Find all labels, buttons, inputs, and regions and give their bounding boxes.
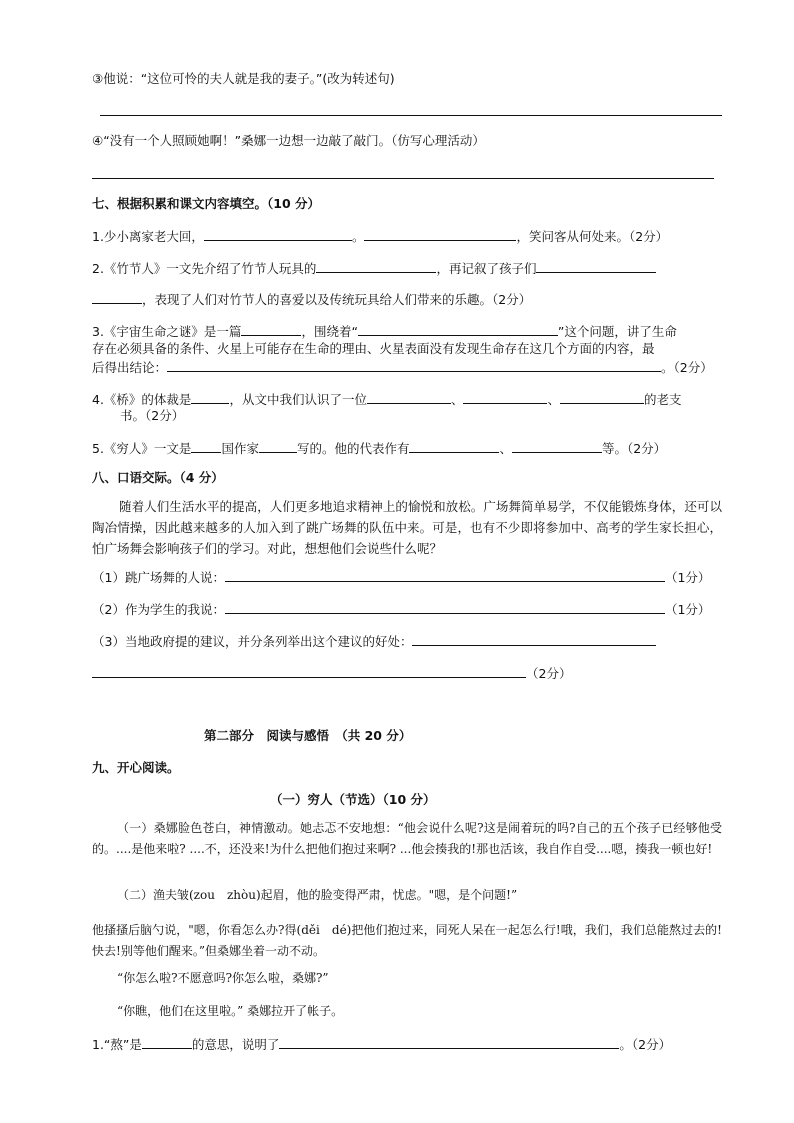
q9-paragraph-1: （一）桑娜脸色苍白，神情激动。她忐忑不安地想：“他会说什么呢?这是闹着玩的吗?自己的五个孩子已经够他受的。....是他来啦? ....不，还没来!为什么把他们抱过来啊? ...他会揍我的!那也活该，我自作自受....嗯，揍我一顿也好! bbox=[92, 821, 722, 856]
q7-line2: 2.《竹节人》一文先介绍了竹节人玩具的 ，再记叙了孩子们 bbox=[92, 260, 656, 277]
q9-title: 九、开心阅读。 bbox=[92, 760, 180, 775]
q8-passage: 随着人们生活水平的提高，人们更多地追求精神上的愉悦和放松。广场舞简单易学，不仅能锻炼身体，还可以陶冶情操，因此越来越多的人加入到了跳广场舞的队伍中来。可是，也有不少即将参加中、高考的学生家长担心，怕广场舞会影响孩子们的学习。对此，想想他们会说些什么呢？ bbox=[92, 499, 722, 556]
q9-question-1: 1.“熬”是 的意思，说明了 。（2分） bbox=[92, 1037, 672, 1052]
blank[interactable] bbox=[191, 440, 221, 453]
q7-title: 七、根据积累和课文内容填空。（10 分） bbox=[92, 196, 320, 211]
q8-s3-cont: （2分） bbox=[92, 665, 571, 682]
q7-line4: 4.《桥》的体裁是 ，从文中我们认识了一位 、 、 的老支 bbox=[92, 392, 682, 407]
blank[interactable] bbox=[463, 391, 547, 404]
blank[interactable] bbox=[358, 323, 558, 336]
q6-item3: ③他说：“这位可怜的夫人就是我的妻子。”(改为转述句) bbox=[92, 71, 395, 86]
blank[interactable] bbox=[241, 323, 301, 336]
q7-line1: 1.少小离家老大回， 。 ，笑问客从何处来。（2分） bbox=[92, 229, 669, 244]
q7-line3-text: 存在必须具备的条件、火星上可能存在生命的理由、火星表面没有发现生命存在这几个方面的内容，最 bbox=[92, 341, 655, 356]
blank[interactable] bbox=[259, 440, 297, 453]
blank[interactable] bbox=[536, 260, 656, 273]
q9-paragraph-2: （二）渔夫皱(zou zhòu)起眉，他的脸变得严肃，忧虑。"嗯，是个问题!” bbox=[117, 888, 518, 902]
q8-s1: （1）跳广场舞的人说： （1分） bbox=[92, 570, 711, 585]
blank[interactable] bbox=[560, 391, 644, 404]
blank[interactable] bbox=[512, 440, 602, 453]
part2-title: 第二部分 阅读与感悟 （共 20 分） bbox=[204, 728, 412, 743]
blank[interactable] bbox=[225, 569, 665, 582]
blank[interactable] bbox=[191, 391, 229, 404]
q9-paragraph-4: “你怎么啦?不愿意吗?你怎么啦，桑娜?” bbox=[117, 971, 329, 985]
blank[interactable] bbox=[412, 633, 656, 646]
blank[interactable] bbox=[279, 1036, 619, 1049]
blank[interactable] bbox=[316, 260, 436, 273]
q8-title: 八、口语交际。（4 分） bbox=[92, 470, 224, 485]
blank[interactable] bbox=[142, 1036, 192, 1049]
blank[interactable] bbox=[367, 391, 451, 404]
q9-paragraph-3: 他搔搔后脑勺说，"嗯，你看怎么办?得(děi dé)把他们抱过来，同死人呆在一起怎么行!哦，我们，我们总能熬过去的!快去!别等他们醒来。”但桑娜坐着一动不动。 bbox=[92, 923, 722, 958]
q9-subtitle: （一）穷人（节选）（10 分） bbox=[270, 792, 436, 807]
q7-line3-conclusion: 后得出结论： 。（2分） bbox=[92, 360, 713, 375]
q8-s2: （2）作为学生的我说： （1分） bbox=[92, 602, 711, 617]
q7-line2-cont: ，表现了人们对竹节人的喜爱以及传统玩具给人们带来的乐趣。（2分） bbox=[92, 291, 531, 308]
q7-line3: 3.《宇宙生命之谜》是一篇 ，围绕着“ ”这个问题，讲了生命 bbox=[92, 324, 677, 339]
blank[interactable] bbox=[167, 359, 661, 372]
q7-line5: 5.《穷人》一文是 国作家 写的。他的代表作有 、 等。（2分） bbox=[92, 441, 667, 456]
blank[interactable] bbox=[92, 665, 526, 678]
answer-line[interactable] bbox=[100, 115, 722, 116]
q8-s3: （3）当地政府提的建议，并分条列举出这个建议的好处： bbox=[92, 633, 656, 650]
blank[interactable] bbox=[409, 440, 499, 453]
blank[interactable] bbox=[364, 228, 516, 241]
q7-line4-cont: 书。（2分） bbox=[120, 408, 185, 423]
blank[interactable] bbox=[204, 228, 352, 241]
answer-line[interactable] bbox=[92, 178, 714, 179]
blank[interactable] bbox=[92, 291, 142, 304]
blank[interactable] bbox=[225, 601, 665, 614]
q6-item4: ④“没有一个人照顾她啊！”桑娜一边想一边敲了敲门。（仿写心理活动） bbox=[92, 133, 485, 148]
q9-paragraph-5: “你瞧，他们在这里啦。” 桑娜拉开了帐子。 bbox=[117, 1004, 344, 1018]
